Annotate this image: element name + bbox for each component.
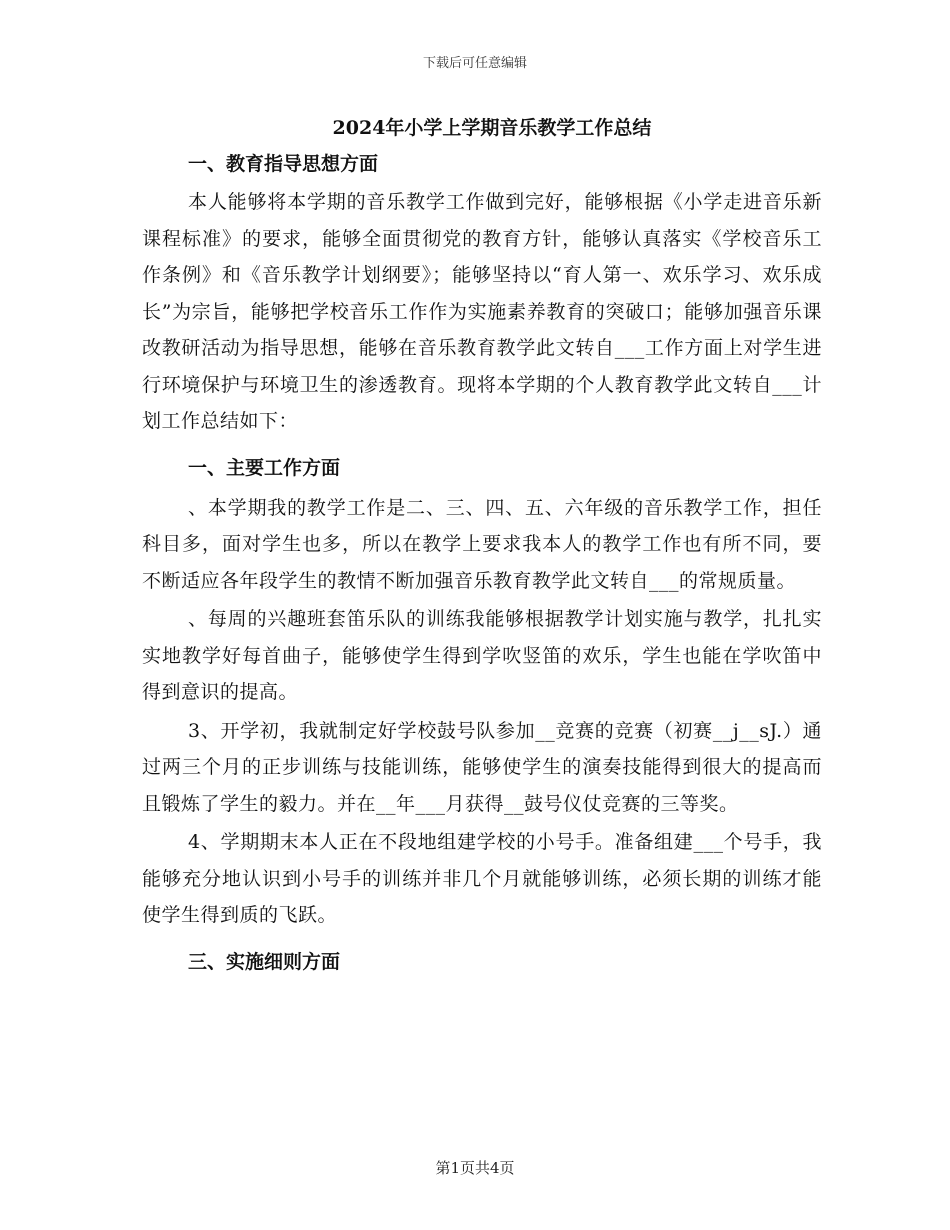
paragraph-main-work-4: 4、学期期末本人正在不段地组建学校的小号手。准备组建___个号手，我能够充分地认识到小号手的训练并非几个月就能够训练，必须长期的训练才能使学生得到质的飞跃。 bbox=[142, 831, 822, 926]
document-title: 2024年小学上学期音乐教学工作总结 bbox=[332, 117, 652, 139]
document-body bbox=[142, 110, 822, 980]
paragraph-main-work-2: 、每周的兴趣班套笛乐队的训练我能够根据教学计划实施与教学，扎扎实实地教学好每首曲子，能够使学生得到学吹竖笛的欢乐，学生也能在学吹笛中得到意识的提高。 bbox=[142, 608, 822, 703]
paragraph-main-work-1: 、本学期我的教学工作是二、三、四、五、六年级的音乐教学工作，担任科目多，面对学生也多，所以在教学上要求我本人的教学工作也有所不同，要不断适应各年段学生的教情不断加强音乐教育教学此文转自___的常规质量。 bbox=[142, 496, 822, 592]
paragraph-guiding-ideology: 本人能够将本学期的音乐教学工作做到完好，能够根据《小学走进音乐新课程标准》的要求，能够全面贯彻党的教育方针，能够认真落实《学校音乐工作条例》和《音乐教学计划纲要》；能够坚持以“育人第一、欢乐学习、欢乐成长”为宗旨，能够把学校音乐工作作为实施素养教育的突破口；能够加强音乐课改教研活动为指导思想，能够在音乐教育教学此文转自___工作方面上对学生进行环境保护与环境卫生的渗透教育。现将本学期的个人教育教学此文转自___计划工作总结如下： bbox=[142, 191, 822, 432]
section-heading-implementation: 三、实施细则方面 bbox=[188, 950, 341, 973]
page-number: 第1页共4页 bbox=[435, 1159, 515, 1177]
section-heading-guiding-ideology: 一、教育指导思想方面 bbox=[188, 153, 379, 175]
section-heading-main-work: 一、主要工作方面 bbox=[188, 456, 341, 479]
header-note: 下载后可任意编辑 bbox=[422, 56, 527, 71]
paragraph-main-work-3: 3、开学初，我就制定好学校鼓号队参加__竞赛的竞赛（初赛__j__sJ.）通过两三个月的正步训练与技能训练，能够使学生的演奏技能得到很大的提高而且锻炼了学生的毅力。并在__年___月获得__鼓号仪仗竞赛的三等奖。 bbox=[142, 719, 822, 815]
